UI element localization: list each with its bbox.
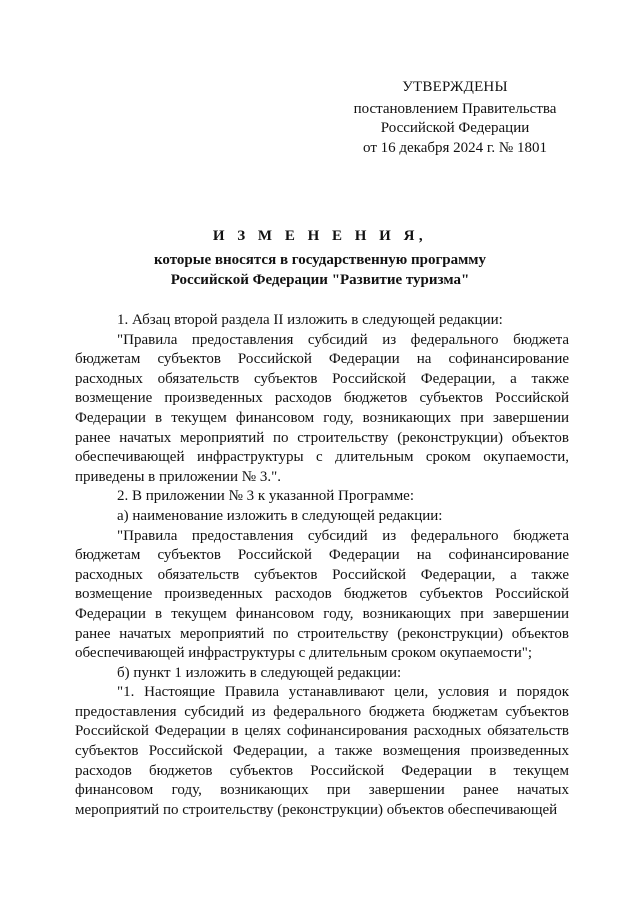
subtitle-line-1: которые вносятся в государственную программу xyxy=(153,252,487,268)
approval-line-3: от 16 декабря 2024 г. № 1801 xyxy=(363,139,547,156)
paragraph-subitem-a: а) наименование изложить в следующей редакции: xyxy=(117,507,443,524)
paragraph-subitem-b: б) пункт 1 изложить в следующей редакции: xyxy=(117,664,402,681)
document-subtitle xyxy=(0,251,640,290)
paragraph-item-1: 1. Абзац второй раздела II изложить в следующей редакции: xyxy=(117,312,503,328)
paragraph-quote-3: "1. Настоящие Правила устанавливают цели, условия и порядок предоставления субсидий из федерального бюджета бюджетам субъектов Российской Федерации в целях софинансирования расходных обязательств субъектов Российской Федерации, а также возмещения произведенных расходов бюджетов субъектов Российской Федерации в текущем финансовом году, возникающих при завершении ранее начатых мероприятий по строительству (реконструкции) объектов обеспечивающей xyxy=(75,684,569,818)
paragraph-quote-1: "Правила предоставления субсидий из федерального бюджета бюджетам субъектов Российской Федерации на софинансирование расходных обязательств субъектов Российской Федерации, а также возмещение произведенных расходов бюджетов субъектов Российской Федерации в текущем финансовом году, возникающих при завершении ранее начатых мероприятий по строительству (реконструкции) объектов обеспечивающей инфраструктуры с длительным сроком окупаемости, приведены в приложении № 3.". xyxy=(75,331,569,485)
document-title: И З М Е Н Е Н И Я, xyxy=(212,228,428,244)
approval-line-2: Российской Федерации xyxy=(380,120,530,136)
subtitle-line-2: Российской Федерации "Развитие туризма" xyxy=(170,271,470,288)
approval-block xyxy=(340,78,570,158)
paragraph-quote-2: "Правила предоставления субсидий из федерального бюджета бюджетам субъектов Российской Федерации на софинансирование расходных обязательств субъектов Российской Федерации, а также возмещение произведенных расходов бюджетов субъектов Российской Федерации в текущем финансовом году, возникающих при завершении ранее начатых мероприятий по строительству (реконструкции) объектов обеспечивающей инфраструктуры с длительным сроком окупаемости"; xyxy=(75,527,569,662)
approval-heading: УТВЕРЖДЕНЫ xyxy=(402,79,508,95)
paragraph-item-2: 2. В приложении № 3 к указанной Программе: xyxy=(117,488,415,505)
approval-line-1: постановлением Правительства xyxy=(353,100,557,117)
document-body xyxy=(75,311,569,820)
